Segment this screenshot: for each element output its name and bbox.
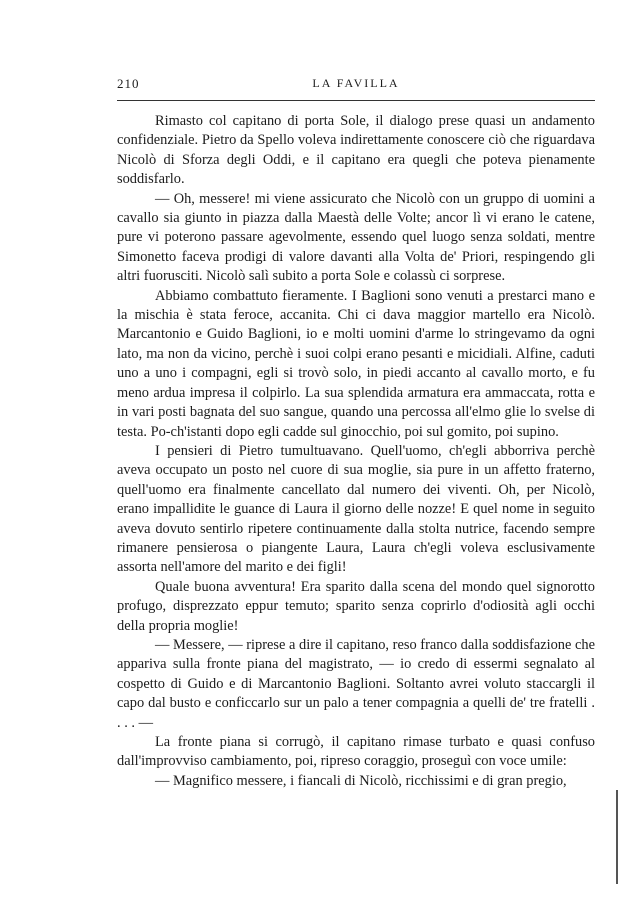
paragraph: I pensieri di Pietro tumultuavano. Quell'uomo, ch'egli abborriva perchè aveva occupato un posto nel cuore di sua moglie, sia pure in un affetto fraterno, quell'uomo era finalmente cancellato dal numero dei viventi. Oh, per Nicolò, erano impallidite le guance di Laura il giorno delle nozze! E quel nome in seguito aveva dovuto sentirlo ripetere continuamente dalla stolta nutrice, facendo sempre rimanere pensierosa o piangente Laura, Laura ch'egli voleva esclusivamente assorta nell'amore del marito e dei figli!	[117, 442, 595, 576]
paragraph: — Messere, — riprese a dire il capitano, reso franco dalla soddisfazione che appariva sulla fronte piana del magistrato, — io credo di essermi segnalato al cospetto di Guido e di Marcantonio Baglioni. Soltanto avrei voluto staccargli il capo dal busto e conficcarlo sur un palo a tener compagnia a quelli de' tre fratelli . . . . —	[117, 636, 595, 731]
paragraph: Abbiamo combattuto fieramente. I Baglioni sono venuti a prestarci mano e la mischia è stata feroce, accanita. Chi ci dava maggior martello era Nicolò. Marcantonio e Guido Baglioni, io e molti uomini d'arme lo stringevamo da ogni lato, ma non da vicino, perchè i suoi colpi erano pesanti e micidiali. Alfine, caduti uno a uno i compagni, egli si trovò solo, in piedi accanto al cavallo morto, e fu meno ardua impresa il colpirlo. La sua splendida armatura era ammaccata, rotta e in vari posti bagnata del suo sangue, quando una percossa all'elmo glie lo svelse di testa. Po-ch'istanti dopo egli cadde sul ginocchio, poi sul gomito, poi supino.	[117, 287, 595, 440]
page-header	[117, 76, 595, 96]
paragraph: Rimasto col capitano di porta Sole, il dialogo prese quasi un andamento confidenziale. Pietro da Spello voleva indirettamente conoscere ciò che riguardava Nicolò di Sforza degli Oddi, e il capitano era quegli che poteva pienamente soddisfarlo.	[117, 113, 595, 188]
page-number: 210	[117, 76, 140, 91]
paragraph: — Magnifico messere, i fiancali di Nicolò, ricchissimi e di gran pregio,	[155, 772, 567, 789]
page-edge-mark	[616, 790, 618, 884]
paragraph: — Oh, messere! mi viene assicurato che Nicolò con un gruppo di uomini a cavallo sia giunto in piazza dalla Maestà delle Volte; ancor lì vi erano le catene, pure vi poterono passare agevolmente, essendo quel luogo senza soldati, mentre Simonetto faceva prodigi di valore davanti alla Volta de' Priori, respingendo gli altri fuorusciti. Nicolò salì subito a porta Sole e colassù ci sorprese.	[117, 190, 595, 285]
paragraph: Quale buona avventura! Era sparito dalla scena del mondo quel signorotto profugo, disprezzato eppur temuto; sparito senza coprirlo d'odiosità agli occhi della propria moglie!	[117, 578, 595, 634]
running-title: LA FAVILLA	[312, 76, 400, 90]
paragraph: La fronte piana si corrugò, il capitano rimase turbato e quasi confuso dall'improvviso cambiamento, poi, ripreso coraggio, proseguì con voce umile:	[117, 734, 595, 770]
body-text	[117, 112, 595, 791]
header-rule	[117, 100, 595, 101]
